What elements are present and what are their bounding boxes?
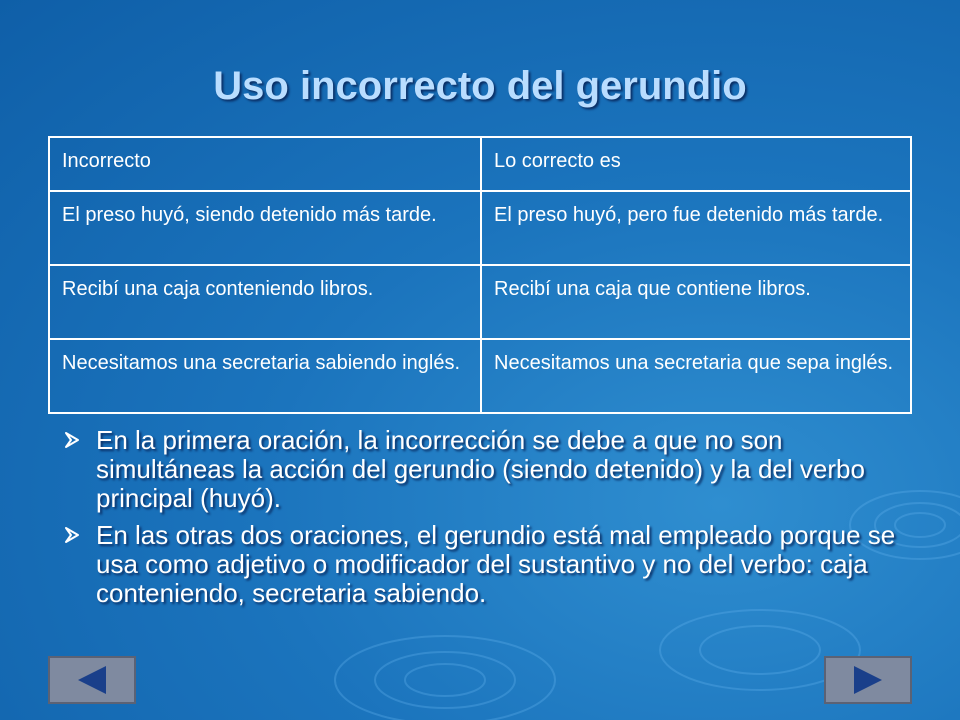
bullet-text: En las otras dos oraciones, el gerundio está mal empleado porque se usa como adjetivo o modificador del sustantivo y no del verbo: caja conteniendo, secretaria sabiendo.	[96, 520, 896, 608]
triangle-right-icon	[848, 664, 888, 696]
table-row	[49, 265, 911, 339]
table-header-row	[49, 137, 911, 191]
cell-correct: Recibí una caja que contiene libros.	[481, 265, 911, 339]
bullet-text: En la primera oración, la incorrección se debe a que no son simultáneas la acción del gerundio (siendo detenido) y la del verbo principal (huyó).	[96, 425, 865, 513]
explanation-list	[62, 426, 912, 616]
cell-incorrect: Recibí una caja conteniendo libros.	[49, 265, 481, 339]
arrow-bullet-icon	[62, 430, 82, 450]
cell-incorrect: Necesitamos una secretaria sabiendo inglés.	[49, 339, 481, 413]
slide-title: Uso incorrecto del gerundio	[213, 64, 747, 108]
header-correct: Lo correcto es	[481, 137, 911, 191]
cell-correct: Necesitamos una secretaria que sepa inglés.	[481, 339, 911, 413]
next-slide-button[interactable]	[824, 656, 912, 704]
arrow-bullet-icon	[62, 525, 82, 545]
triangle-left-icon	[72, 664, 112, 696]
cell-incorrect: El preso huyó, siendo detenido más tarde.	[49, 191, 481, 265]
table-row	[49, 339, 911, 413]
cell-correct: El preso huyó, pero fue detenido más tarde.	[481, 191, 911, 265]
list-item	[62, 521, 912, 608]
header-incorrect: Incorrecto	[49, 137, 481, 191]
gerund-comparison-table	[48, 136, 912, 414]
table-row	[49, 191, 911, 265]
previous-slide-button[interactable]	[48, 656, 136, 704]
list-item	[62, 426, 912, 513]
